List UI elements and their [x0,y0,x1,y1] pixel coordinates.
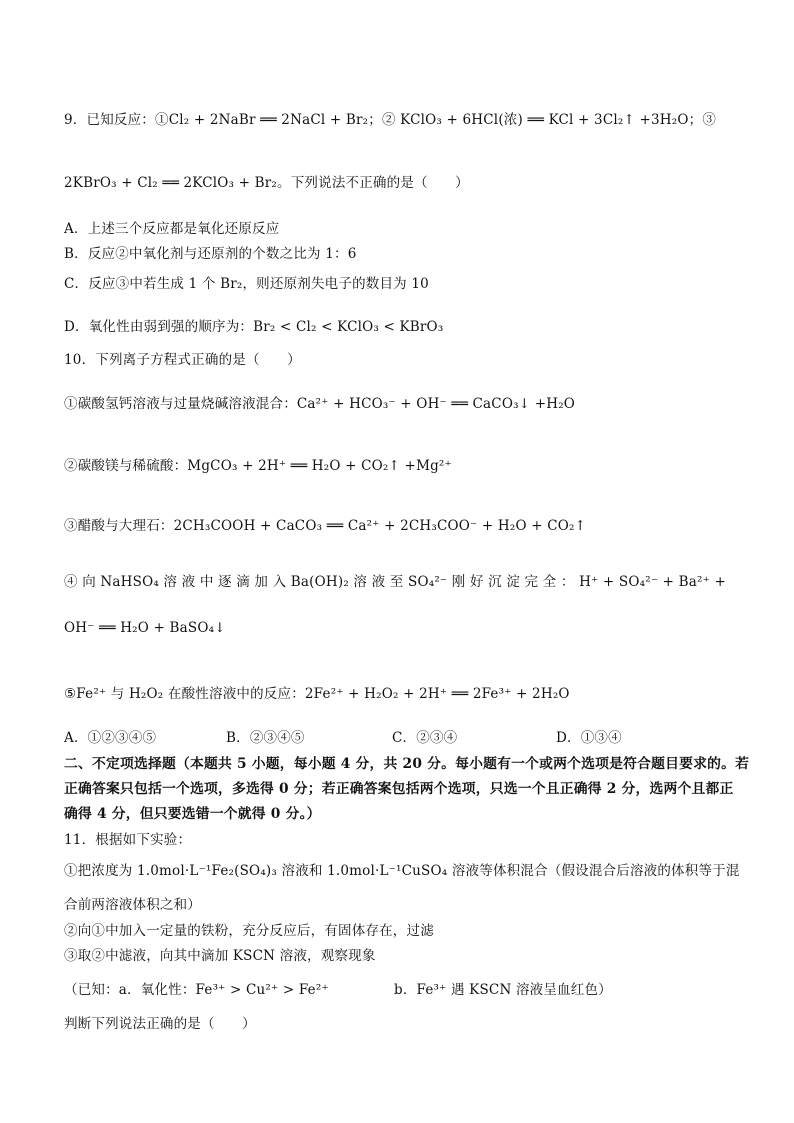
section2-heading-line3: 确得 4 分，但只要选错一个就得 0 分。） [64,806,321,822]
q9-line2: 2KBrO₃ + Cl₂ ══ 2KClO₃ + Br₂。下列说法不正确的是（ ） [64,175,469,191]
q9-option-a: A．上述三个反应都是氧化还原反应 [64,221,280,237]
q10-option-c: C．②③④ [392,730,458,746]
q10-item-3: ③醋酸与大理石：2CH₃COOH + CaCO₃ ══ Ca²⁺ + 2CH₃COO⁻ + H₂O + CO₂↑ [64,518,587,534]
q11-step-1b: 合前两溶液体积之和） [64,897,201,913]
q11-stem: 11．根据如下实验： [64,832,192,848]
q11-step-3: ③取②中滤液，向其中滴加 KSCN 溶液，观察现象 [64,948,376,964]
q10-item-5: ⑤Fe²⁺ 与 H₂O₂ 在酸性溶液中的反应：2Fe²⁺ + H₂O₂ + 2H⁺ ══ 2Fe³⁺ + 2H₂O [64,686,570,702]
q9-line1: 9．已知反应：①Cl₂ + 2NaBr ══ 2NaCl + Br₂；② KClO₃ + 6HCl(浓) ══ KCl + 3Cl₂↑ +3H₂O；③ [64,112,717,128]
q9-option-c: C．反应③中若生成 1 个 Br₂，则还原剂失电子的数目为 10 [64,276,429,292]
q10-option-a: A．①②③④⑤ [64,730,157,746]
q10-option-b: B．②③④⑤ [226,730,305,746]
q10-item-2: ②碳酸镁与稀硫酸：MgCO₃ + 2H⁺ ══ H₂O + CO₂↑ +Mg²⁺ [64,458,452,474]
q10-item-1: ①碳酸氢钙溶液与过量烧碱溶液混合：Ca²⁺ + HCO₃⁻ + OH⁻ ══ CaCO₃↓ +H₂O [64,396,576,412]
q10-item-4b: OH⁻ ══ H₂O + BaSO₄↓ [64,620,226,636]
section2-heading-line2: 正确答案只包括一个选项，多选得 0 分；若正确答案包括两个选项，只选一个且正确得 2 分，选两个且都正 [64,781,734,797]
q10-item-4a: ④ 向 NaHSO₄ 溶 液 中 逐 滴 加 入 Ba(OH)₂ 溶 液 至 SO₄²⁻ 刚 好 沉 淀 完 全 ： H⁺ + SO₄²⁻ + Ba²⁺ + [64,574,726,590]
q11-ask: 判断下列说法正确的是（ ） [64,1016,256,1032]
q10-stem: 10．下列离子方程式正确的是（ ） [64,352,301,368]
q9-option-d: D．氧化性由弱到强的顺序为：Br₂ < Cl₂ < KClO₃ < KBrO₃ [64,319,444,335]
q10-option-d: D．①③④ [556,730,622,746]
q11-known-b: b．Fe³⁺ 遇 KSCN 溶液呈血红色） [394,982,612,998]
q11-step-2: ②向①中加入一定量的铁粉，充分反应后，有固体存在，过滤 [64,923,434,939]
q9-option-b: B．反应②中氧化剂与还原剂的个数之比为 1：6 [64,246,357,262]
q11-step-1a: ①把浓度为 1.0mol·L⁻¹Fe₂(SO₄)₃ 溶液和 1.0mol·L⁻¹CuSO₄ 溶液等体积混合（假设混合后溶液的体积等于混 [64,863,740,879]
section2-heading-line1: 二、不定项选择题（本题共 5 小题，每小题 4 分，共 20 分。每小题有一个或两个选项是符合题目要求的。若 [64,756,750,772]
q11-known-a: （已知：a．氧化性：Fe³⁺ > Cu²⁺ > Fe²⁺ [64,982,329,998]
